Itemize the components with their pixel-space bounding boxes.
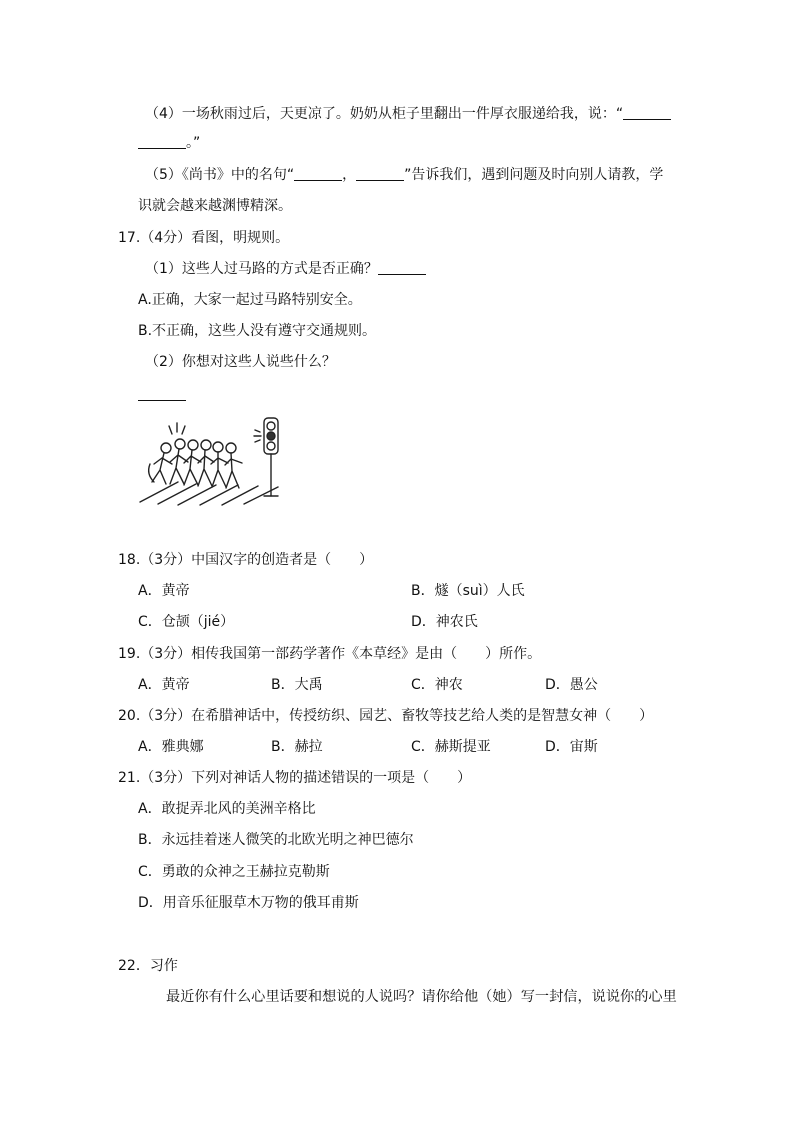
blank[interactable]: [356, 166, 404, 181]
option-b[interactable]: B．永远挂着迷人微笑的北欧光明之神巴德尔: [138, 832, 414, 848]
option-b[interactable]: B．大禹: [271, 677, 323, 693]
essay-prompt: 最近你有什么心里话要和想说的人说吗？请你给他（她）写一封信，说说你的心里: [166, 989, 677, 1005]
blank[interactable]: [378, 260, 426, 275]
crosswalk-stripe: [140, 482, 178, 502]
q16-item5-line2: 识就会越来越渊博精深。: [138, 198, 292, 214]
crossing-illustration: [138, 412, 294, 508]
question-title: 22．习作: [118, 958, 178, 974]
question-title: 21.（3分）下列对神话人物的描述错误的一项是（ ）: [118, 770, 472, 786]
option-b[interactable]: B．赫拉: [271, 739, 323, 755]
option-a: A.正确，大家一起过马路特别安全。: [138, 292, 362, 308]
traffic-light: [254, 418, 278, 496]
blank[interactable]: [294, 166, 342, 181]
q17-sub1: （1）这些人过马路的方式是否正确？: [145, 260, 426, 278]
option-d[interactable]: D．神农氏: [411, 614, 478, 630]
crosswalk-stripe: [178, 485, 216, 505]
option-a[interactable]: A．雅典娜: [138, 739, 204, 755]
option-d[interactable]: D．宙斯: [545, 739, 598, 755]
crosswalk-stripe: [158, 484, 196, 504]
option-c[interactable]: C．勇敢的众神之王赫拉克勒斯: [138, 864, 330, 880]
crosswalk-stripe: [222, 486, 258, 505]
blank[interactable]: [623, 105, 671, 120]
option-a[interactable]: A．黄帝: [138, 583, 190, 599]
question-title: 18.（3分）中国汉字的创造者是（ ）: [118, 552, 374, 568]
answer-line[interactable]: [138, 386, 186, 404]
q17-sub2: （2）你想对这些人说些什么？: [145, 354, 336, 370]
option-b[interactable]: B．燧（suì）人氏: [411, 583, 525, 599]
question-title: 17.（4分）看图，明规则。: [118, 230, 290, 246]
q16-item4-line2: 。”: [138, 134, 200, 152]
option-d[interactable]: D．愚公: [545, 677, 598, 693]
option-a[interactable]: A．黄帝: [138, 677, 190, 693]
option-c[interactable]: C．神农: [411, 677, 463, 693]
option-d[interactable]: D．用音乐征服草木万物的俄耳甫斯: [138, 895, 359, 911]
q16-item5-line1: （5）《尚书》中的名句“ ， ”告诉我们，遇到问题及时向别人请教，学: [145, 167, 664, 183]
question-title: 20.（3分）在希腊神话中，传授纺织、园艺、畜牧等技艺给人类的是智慧女神（ ）: [118, 708, 654, 724]
question-title: 19.（3分）相传我国第一部药学著作《本草经》是由（ ）所作。: [118, 646, 542, 662]
crosswalk-stripe: [200, 485, 238, 505]
option-a[interactable]: A．敢捉弄北风的美洲辛格比: [138, 801, 316, 817]
blank[interactable]: [138, 386, 186, 401]
pedestrian-figure: [149, 443, 172, 484]
pedestrian-figure: [225, 443, 242, 488]
q16-item4-line1: （4）一场秋雨过后，天更凉了。奶奶从柜子里翻出一件厚衣服递给我，说：“: [145, 105, 671, 123]
option-b: B.不正确，这些人没有遵守交通规则。: [138, 323, 377, 339]
blank[interactable]: [138, 134, 186, 149]
option-c[interactable]: C．仓颉（jié）: [138, 614, 235, 630]
option-c[interactable]: C．赫斯提亚: [411, 739, 491, 755]
